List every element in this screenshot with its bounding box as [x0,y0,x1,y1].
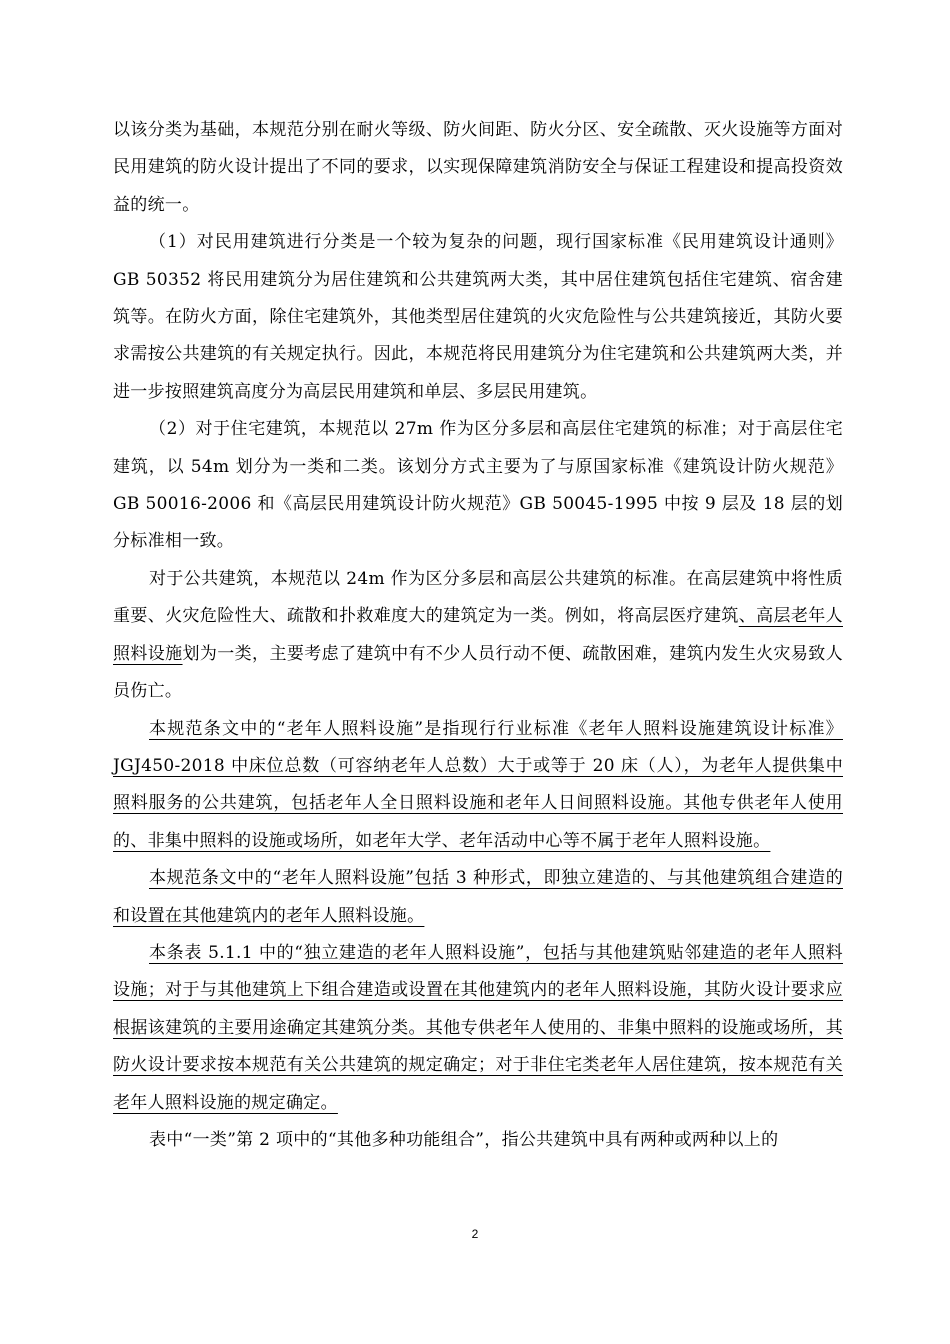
paragraph-residential-height: （2）对于住宅建筑，本规范以 27m 作为区分多层和高层住宅建筑的标准；对于高层住宅建筑，以 54m 划分为一类和二类。该划分方式主要为了与原国家标准《建筑设计防火规范》GB 50016-2006 和《高层民用建筑设计防火规范》GB 50045-1995 中按 9 层及 18 层的划分标准相一致。 [113,419,843,552]
paragraph-elderly-care-definition [113,711,843,861]
paragraph-text: 对于公共建筑，本规范以 24m 作为区分多层和高层公共建筑的标准。在高层建筑中将性质重要、火灾危险性大、疏散和扑救难度大的建筑定为一类。例如，将高层医疗建筑 [113,568,843,627]
paragraph-public-buildings [113,561,843,711]
paragraph-1: 以该分类为基础，本规范分别在耐火等级、防火间距、防火分区、安全疏散、灭火设施等方面对民用建筑的防火设计提出了不同的要求，以实现保障建筑消防安全与保证工程建设和提高投资效益的统一。 [113,120,843,215]
page-number: 2 [471,1227,479,1241]
underlined-revision: 、高层老年人照料设施 [113,606,843,664]
paragraph-building-classification: （1）对民用建筑进行分类是一个较为复杂的问题，现行国家标准《民用建筑设计通则》GB 50352 将民用建筑分为居住建筑和公共建筑两大类，其中居住建筑包括住宅建筑、宿舍建筑等。在防火方面，除住宅建筑外，其他类型居住建筑的火灾危险性与公共建筑接近，其防火要求需按公共建筑的有关规定执行。因此，本规范将民用建筑分为住宅建筑和公共建筑两大类，并进一步按照建筑高度分为高层民用建筑和单层、多层民用建筑。 [113,232,843,402]
paragraph-multi-function: 表中“一类”第 2 项中的“其他多种功能组合”，指公共建筑中具有两种或两种以上的 [149,1129,779,1150]
underlined-revision: 本条表 5.1.1 中的“独立建造的老年人照料设施”，包括与其他建筑贴邻建造的老年人照料设施；对于与其他建筑上下组合建造或设置在其他建筑内的老年人照料设施，其防火设计要求应根据该建筑的主要用途确定其建筑分类。其他专供老年人使用的、非集中照料的设施或场所，其防火设计要求按本规范有关公共建筑的规定确定；对于非住宅类老年人居住建筑，按本规范有关老年人照料设施的规定确定。 [113,942,843,1113]
paragraph-table-5-1-1 [113,935,843,1122]
paragraph-elderly-care-forms [113,860,843,935]
document-page [113,112,843,1159]
underlined-revision: 本规范条文中的“老年人照料设施”是指现行行业标准《老年人照料设施建筑设计标准》JGJ450-2018 中床位总数（可容纳老年人总数）大于或等于 20 床（人），为老年人提供集中照料服务的公共建筑，包括老年人全日照料设施和老年人日间照料设施。其他专供老年人使用的、非集中照料的设施或场所，如老年大学、老年活动中心等不属于老年人照料设施。 [113,718,843,851]
paragraph-text: 划为一类，主要考虑了建筑中有不少人员行动不便、疏散困难，建筑内发生火灾易致人员伤亡。 [113,643,843,702]
underlined-revision: 本规范条文中的“老年人照料设施”包括 3 种形式，即独立建造的、与其他建筑组合建造的和设置在其他建筑内的老年人照料设施。 [113,868,843,926]
